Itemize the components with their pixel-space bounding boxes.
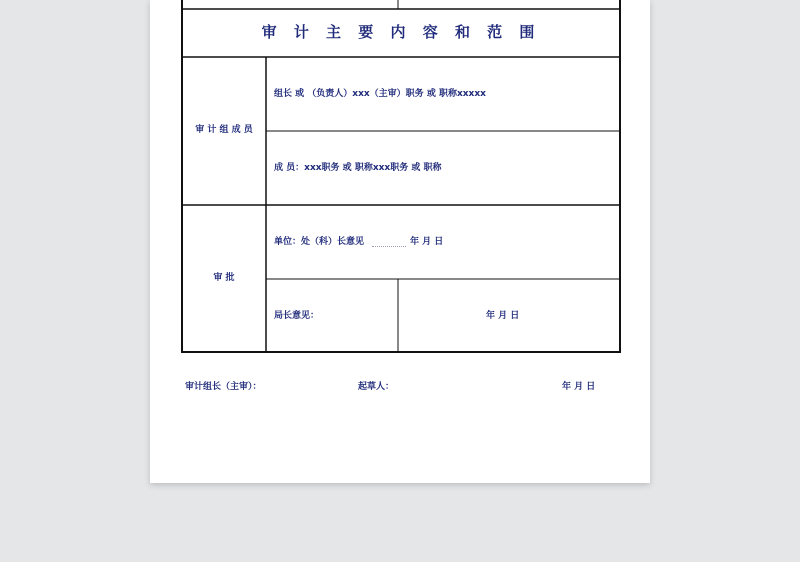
footer-team-leader: 审计组长（主审）：: [185, 382, 262, 392]
footer-date: 年 月 日: [562, 382, 596, 392]
unit-opinion-label: 单位：处（科）长意见: [274, 237, 365, 247]
unit-opinion-date: 年 月 日: [410, 237, 444, 247]
document-page: [150, 0, 650, 483]
unit-opinion-dotted-line: [372, 246, 406, 247]
members-line: 成 员：xxx职务 或 职称xxx职务 或 职称: [274, 163, 442, 173]
approval-section-label: 审 批: [213, 273, 235, 283]
form-title: 审 计 主 要 内 容 和 范 围: [261, 23, 541, 41]
leader-line: 组长 或 （负责人）xxx（主审）职务 或 职称xxxxx: [274, 89, 486, 99]
footer-drafter: 起草人：: [358, 382, 395, 392]
director-opinion-date: 年 月 日: [486, 311, 520, 321]
director-opinion-label: 局长意见：: [274, 311, 320, 321]
members-section-label: 审 计 组 成 员: [195, 125, 253, 135]
